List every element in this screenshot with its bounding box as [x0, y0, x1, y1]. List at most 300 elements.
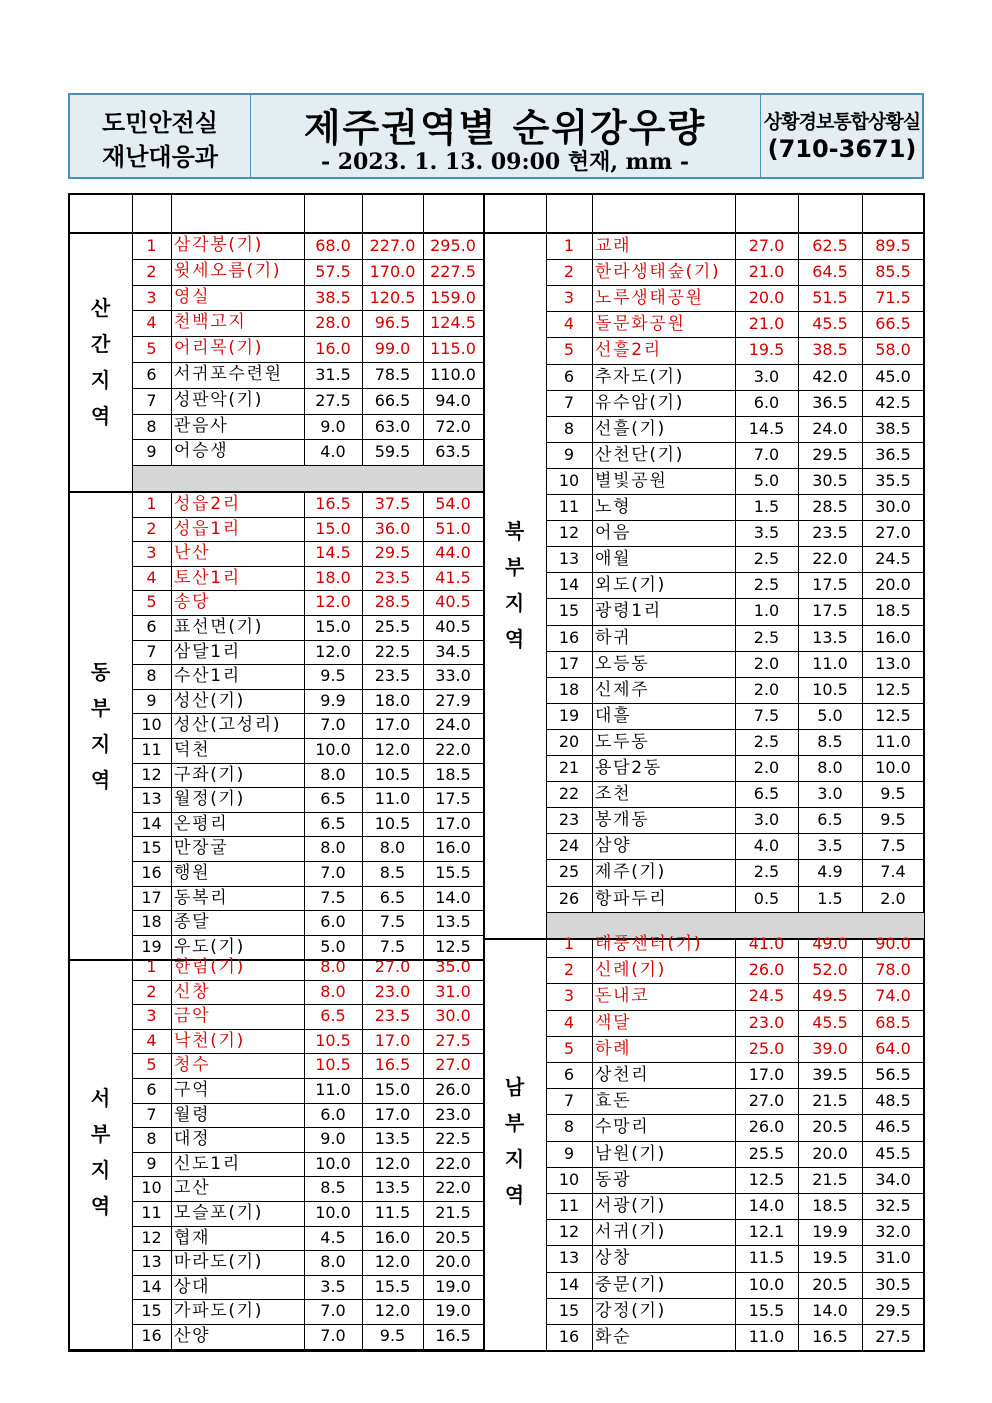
rain-day12: 10.0 [315, 1153, 351, 1173]
rain-day12: 16.5 [315, 494, 351, 513]
rain-total: 72.0 [435, 416, 471, 436]
station-rank: 15 [141, 838, 162, 858]
rain-total: 2.0 [880, 888, 906, 908]
rain-day13: 11.0 [812, 653, 848, 673]
rain-day13: 17.0 [374, 1030, 411, 1050]
rain-day13: 78.5 [374, 365, 411, 384]
station-rank: 15 [558, 1300, 580, 1320]
station-rank: 9 [146, 1153, 157, 1173]
rain-day13: 3.5 [817, 836, 843, 856]
rain-day13: 21.5 [812, 1169, 848, 1189]
rain-day13: 37.5 [374, 494, 411, 513]
rain-day12: 26.0 [748, 1117, 785, 1137]
station-rank: 25 [558, 862, 580, 882]
rain-day12: 4.5 [320, 1227, 346, 1247]
station-name: 성 산 ( 기 ) [174, 690, 244, 711]
rain-day13: 13.5 [374, 1129, 411, 1149]
station-rank: 1 [563, 236, 575, 255]
rain-day13: 20.5 [812, 1117, 848, 1137]
rain-total: 34.5 [435, 641, 471, 661]
column-divider [592, 195, 593, 1350]
rain-total: 13.0 [875, 653, 911, 673]
station-rank: 9 [146, 690, 157, 710]
station-name: 교 래 [595, 236, 630, 256]
rain-total: 68.5 [875, 1012, 911, 1032]
rain-day13: 12.0 [374, 1153, 411, 1173]
rain-day13: 39.0 [812, 1038, 848, 1058]
station-name: 가 파 도 ( 기 ) [174, 1301, 262, 1322]
rain-total: 35.0 [435, 957, 471, 976]
station-rank: 2 [563, 262, 575, 282]
station-name: 상 천 리 [595, 1065, 648, 1085]
station-name: 토 산 1 리 [174, 567, 240, 588]
station-name: 온 평 리 [174, 813, 227, 834]
station-rank: 7 [146, 641, 157, 661]
column-header [862, 195, 924, 232]
rain-day12: 7.0 [320, 863, 346, 882]
rain-day13: 62.5 [812, 236, 848, 255]
rain-day12: 27.0 [748, 1091, 785, 1111]
station-name: 월 정 ( 기 ) [174, 789, 244, 810]
station-name: 신 도 1 리 [174, 1153, 240, 1174]
station-name: 성 판 악 ( 기 ) [174, 389, 262, 410]
rain-day13: 10.5 [812, 679, 848, 699]
rain-total: 7.5 [880, 836, 906, 856]
column-header [735, 195, 798, 232]
region-label: 동 부 지 역 [90, 659, 111, 792]
station-name: 월 령 [174, 1104, 209, 1125]
rain-day12: 9.5 [320, 666, 346, 686]
rain-total: 56.5 [875, 1065, 911, 1084]
station-rank: 10 [558, 1169, 580, 1189]
org-line2: 재난대응과 [102, 143, 218, 171]
station-rank: 18 [558, 679, 580, 699]
region-label: 남 부 지 역 [504, 1074, 525, 1207]
rain-total: 16.0 [875, 627, 911, 647]
page-title: 제주권역별 순위강우량 [303, 106, 707, 150]
department-box [70, 95, 251, 177]
rain-total: 58.0 [875, 340, 911, 360]
row-divider [132, 1349, 483, 1350]
station-rank: 7 [563, 392, 575, 412]
station-rank: 26 [558, 888, 580, 908]
rain-day12: 16.0 [315, 339, 351, 359]
rain-day13: 12.0 [374, 1301, 411, 1321]
rain-day13: 59.5 [374, 442, 411, 462]
rain-total: 9.5 [880, 784, 906, 804]
rain-day13: 1.5 [817, 888, 843, 908]
phone-number: (710-3671) [767, 135, 917, 163]
rain-total: 227.5 [430, 261, 476, 281]
rain-day12: 3.0 [753, 810, 780, 830]
rain-day12: 25.5 [748, 1143, 785, 1163]
station-name: 오 등 동 [595, 653, 648, 674]
rain-total: 14.0 [435, 887, 471, 907]
rain-day13: 45.5 [812, 314, 848, 334]
station-name: 구 억 [174, 1080, 209, 1100]
station-name: 난 산 [174, 543, 209, 564]
rain-total: 18.5 [435, 764, 471, 784]
rain-day13: 10.5 [374, 764, 411, 784]
rain-day12: 15.5 [748, 1300, 785, 1320]
rain-total: 71.5 [875, 288, 911, 308]
station-rank: 5 [146, 1055, 157, 1075]
station-name: 효 돈 [595, 1091, 630, 1112]
station-name: 화 순 [595, 1327, 630, 1347]
rain-day12: 7.5 [320, 887, 346, 907]
rain-day12: 31.5 [315, 365, 351, 384]
rain-total: 41.5 [435, 567, 471, 587]
rain-day12: 6.5 [320, 813, 346, 833]
station-name: 상 창 [595, 1248, 630, 1269]
station-name: 고 산 [174, 1178, 209, 1199]
station-name: 표 선 면 ( 기 ) [174, 617, 262, 637]
station-rank: 11 [141, 1203, 162, 1222]
rain-day12: 57.5 [315, 261, 351, 281]
rain-day13: 9.5 [379, 1326, 406, 1345]
station-rank: 9 [146, 442, 157, 462]
station-name: 산 양 [174, 1326, 209, 1346]
rain-day13: 120.5 [369, 287, 416, 307]
rain-day12: 5.0 [320, 936, 346, 956]
rain-day13: 17.0 [374, 715, 411, 735]
rain-day13: 23.0 [374, 981, 411, 1001]
station-rank: 18 [141, 912, 162, 932]
rain-day13: 18.0 [374, 690, 411, 710]
rain-total: 22.0 [435, 1178, 471, 1198]
rain-day12: 1.5 [753, 497, 780, 516]
rain-day13: 42.0 [812, 366, 848, 386]
rain-day13: 49.0 [812, 934, 848, 953]
rain-day12: 0.5 [753, 888, 780, 908]
rain-total: 54.0 [435, 494, 471, 513]
station-rank: 12 [141, 764, 162, 784]
station-rank: 4 [563, 1012, 575, 1032]
station-name: 외 도 ( 기 ) [595, 575, 665, 596]
rain-total: 30.0 [875, 497, 911, 516]
station-rank: 3 [563, 288, 575, 308]
rain-total: 124.5 [430, 313, 476, 333]
rain-total: 22.5 [435, 1129, 471, 1149]
station-rank: 1 [146, 236, 157, 255]
rain-day13: 13.5 [374, 1178, 411, 1198]
station-rank: 3 [146, 543, 157, 563]
rain-day13: 19.5 [812, 1248, 848, 1268]
rain-total: 20.0 [435, 1252, 471, 1272]
rain-day12: 11.0 [315, 1080, 351, 1099]
station-name: 관 음 사 [174, 415, 227, 436]
rain-total: 17.0 [435, 813, 471, 833]
rain-day13: 15.0 [374, 1080, 411, 1099]
station-rank: 9 [563, 1143, 575, 1163]
rain-day13: 18.5 [812, 1196, 848, 1215]
column-header [304, 195, 362, 232]
rain-total: 20.0 [875, 575, 911, 595]
station-name: 윗 세 오 름 ( 기 ) [174, 260, 280, 281]
rain-day13: 28.5 [374, 592, 411, 612]
rain-total: 74.0 [875, 986, 911, 1006]
rain-day12: 68.0 [315, 236, 351, 255]
rain-total: 10.0 [875, 758, 911, 777]
station-name: 도 두 동 [595, 731, 648, 752]
rain-day12: 3.5 [753, 523, 780, 543]
station-name: 태 풍 센 터 ( 기 ) [595, 934, 701, 954]
rain-total: 17.5 [435, 789, 471, 809]
rain-total: 85.5 [875, 262, 911, 282]
column-header [483, 195, 546, 232]
rain-total: 15.5 [435, 863, 471, 882]
rain-day13: 22.5 [374, 641, 411, 661]
station-name: 선 흘 2 리 [595, 340, 661, 361]
station-rank: 10 [141, 1178, 162, 1198]
station-name: 청 수 [174, 1055, 209, 1076]
station-rank: 4 [563, 314, 575, 334]
station-rank: 17 [141, 887, 162, 907]
row-divider [546, 1350, 924, 1351]
station-name: 돌 문 화 공 원 [595, 314, 684, 335]
rain-total: 32.0 [875, 1222, 911, 1242]
rain-day13: 8.0 [379, 838, 406, 858]
rain-total: 36.5 [875, 444, 911, 464]
rain-day12: 7.0 [320, 1301, 346, 1321]
rain-day12: 6.0 [320, 1104, 346, 1124]
column-header [362, 195, 423, 232]
rain-day13: 20.0 [812, 1143, 848, 1163]
rain-total: 32.5 [875, 1196, 911, 1215]
station-name: 중 문 ( 기 ) [595, 1274, 665, 1295]
rain-day13: 12.0 [374, 1252, 411, 1272]
contact-box [760, 95, 923, 177]
station-name: 어 음 [595, 523, 630, 544]
station-name: 서 광 ( 기 ) [595, 1196, 665, 1216]
station-rank: 15 [141, 1301, 162, 1321]
rain-total: 18.5 [875, 601, 911, 621]
rain-day13: 45.5 [812, 1012, 848, 1032]
rain-day12: 7.0 [320, 715, 346, 735]
rain-total: 27.0 [435, 1055, 471, 1075]
rain-day13: 99.0 [374, 339, 411, 359]
rain-day12: 10.5 [315, 1030, 351, 1050]
station-rank: 4 [146, 313, 157, 333]
station-rank: 8 [563, 418, 575, 438]
rain-day13: 13.5 [812, 627, 848, 647]
station-rank: 2 [146, 981, 157, 1001]
station-name: 종 달 [174, 912, 209, 933]
station-rank: 3 [146, 287, 157, 307]
station-name: 유 수 암 ( 기 ) [595, 392, 683, 413]
rain-day12: 3.0 [753, 366, 780, 386]
rain-day12: 4.0 [320, 442, 346, 462]
rain-day12: 10.0 [748, 1274, 785, 1294]
rain-day12: 11.0 [748, 1327, 785, 1346]
station-name: 신 제 주 [595, 679, 648, 700]
station-rank: 6 [563, 366, 575, 386]
rain-day12: 8.0 [320, 838, 346, 858]
column-header [546, 195, 592, 232]
rain-total: 21.5 [435, 1203, 471, 1222]
station-name: 조 천 [595, 784, 630, 805]
station-rank: 12 [141, 1227, 162, 1247]
rain-day13: 227.0 [369, 236, 416, 255]
station-rank: 12 [558, 1222, 580, 1242]
station-name: 동 복 리 [174, 887, 227, 908]
station-rank: 5 [146, 339, 157, 359]
rain-day12: 9.0 [320, 1129, 346, 1149]
station-rank: 8 [146, 1129, 157, 1149]
rain-total: 66.5 [875, 314, 911, 334]
rain-total: 90.0 [875, 934, 911, 953]
column-header [798, 195, 862, 232]
rain-day13: 8.5 [379, 863, 406, 882]
rain-day12: 21.0 [748, 314, 785, 334]
station-name: 광 령 1 리 [595, 601, 661, 622]
station-rank: 1 [146, 957, 157, 976]
station-rank: 5 [563, 340, 575, 360]
rain-total: 27.5 [435, 1030, 471, 1050]
rain-day13: 49.5 [812, 986, 848, 1006]
rain-day13: 64.5 [812, 262, 848, 282]
station-name: 선 흘 ( 기 ) [595, 418, 665, 439]
rain-day13: 8.0 [817, 758, 843, 777]
rain-total: 27.9 [435, 690, 471, 710]
station-name: 삼 각 봉 ( 기 ) [174, 235, 262, 255]
station-name: 상 대 [174, 1276, 209, 1297]
rain-day13: 16.5 [812, 1327, 848, 1346]
rain-day13: 17.5 [812, 601, 848, 621]
station-rank: 21 [558, 758, 580, 777]
rain-day13: 16.0 [374, 1227, 411, 1247]
rain-total: 48.5 [875, 1091, 911, 1111]
station-name: 성 읍 1 리 [174, 518, 240, 539]
station-rank: 7 [146, 390, 157, 410]
rain-total: 38.5 [875, 418, 911, 438]
rain-day12: 7.0 [753, 444, 780, 464]
rain-day12: 12.5 [748, 1169, 785, 1189]
region-label: 산 간 지 역 [90, 296, 111, 428]
station-name: 추 자 도 ( 기 ) [595, 366, 683, 387]
rain-total: 40.5 [435, 617, 471, 636]
rain-total: 12.5 [875, 705, 911, 725]
rain-total: 20.5 [435, 1227, 471, 1247]
station-name: 대 정 [174, 1129, 209, 1150]
station-rank: 10 [558, 470, 580, 490]
rain-total: 295.0 [430, 236, 476, 255]
station-rank: 9 [563, 444, 575, 464]
rain-day12: 6.0 [753, 392, 780, 412]
rain-day13: 11.0 [374, 789, 411, 809]
station-name: 강 정 ( 기 ) [595, 1300, 665, 1321]
rain-total: 159.0 [430, 287, 476, 307]
rain-day13: 15.5 [374, 1276, 411, 1296]
station-rank: 11 [141, 740, 162, 759]
rain-day13: 5.0 [817, 705, 843, 725]
rain-day13: 17.5 [812, 575, 848, 595]
rain-day12: 7.5 [753, 705, 780, 725]
rain-day13: 52.0 [812, 960, 848, 980]
station-name: 모 슬 포 ( 기 ) [174, 1203, 262, 1223]
rain-day12: 6.5 [320, 789, 346, 809]
rain-day13: 4.9 [817, 862, 843, 882]
rain-day13: 30.5 [812, 470, 848, 490]
station-rank: 6 [146, 365, 157, 384]
rain-day12: 2.5 [753, 549, 780, 569]
rain-day13: 17.0 [374, 1104, 411, 1124]
rain-day13: 29.5 [812, 444, 848, 464]
rain-total: 34.0 [875, 1169, 911, 1189]
station-name: 덕 천 [174, 740, 209, 760]
station-name: 천 백 고 지 [174, 312, 245, 333]
rain-day12: 14.5 [315, 543, 351, 563]
station-rank: 7 [146, 1104, 157, 1124]
station-name: 색 달 [595, 1012, 630, 1033]
station-name: 한 라 생 태 숲 ( 기 ) [595, 262, 719, 283]
column-header [171, 195, 304, 232]
station-name: 한 림 ( 기 ) [174, 957, 244, 977]
rain-day13: 51.5 [812, 288, 848, 308]
station-rank: 24 [558, 836, 580, 856]
station-rank: 6 [563, 1065, 575, 1084]
station-name: 수 산 1 리 [174, 666, 240, 687]
rain-day12: 8.0 [320, 764, 346, 784]
rain-day13: 96.5 [374, 313, 411, 333]
rain-day13: 39.5 [812, 1065, 848, 1084]
column-header [132, 195, 171, 232]
station-rank: 6 [146, 1080, 157, 1099]
rain-day12: 4.0 [753, 836, 780, 856]
rain-total: 27.0 [875, 523, 911, 543]
rain-day12: 24.5 [748, 986, 785, 1006]
rain-day13: 19.9 [812, 1222, 848, 1242]
rain-day12: 27.0 [748, 236, 785, 255]
rain-total: 30.0 [435, 1006, 471, 1026]
rain-day12: 6.5 [320, 1006, 346, 1026]
rain-day12: 10.0 [315, 740, 351, 759]
rain-day12: 8.5 [320, 1178, 346, 1198]
rain-day13: 36.0 [374, 518, 411, 538]
station-name: 애 월 [595, 549, 630, 570]
rain-day12: 10.5 [315, 1055, 351, 1075]
station-name: 삼 양 [595, 836, 630, 857]
rain-total: 45.5 [875, 1143, 911, 1163]
rain-day13: 23.5 [374, 666, 411, 686]
rain-total: 63.5 [435, 442, 471, 462]
station-rank: 14 [558, 575, 580, 595]
station-rank: 23 [558, 810, 580, 830]
rain-day12: 12.0 [315, 641, 351, 661]
station-name: 성 읍 2 리 [174, 494, 240, 514]
rain-day13: 38.5 [812, 340, 848, 360]
rain-day13: 7.5 [379, 912, 406, 932]
rain-day13: 10.5 [374, 813, 411, 833]
rain-day12: 1.0 [753, 601, 780, 621]
station-name: 삼 달 1 리 [174, 641, 240, 662]
station-rank: 8 [146, 416, 157, 436]
column-header [423, 195, 483, 232]
rain-day12: 17.0 [748, 1065, 785, 1084]
region-label: 북 부 지 역 [504, 519, 525, 652]
station-name: 제 주 ( 기 ) [595, 862, 665, 883]
rain-total: 45.0 [875, 366, 911, 386]
rain-day12: 2.5 [753, 575, 780, 595]
station-rank: 16 [141, 1326, 162, 1345]
station-name: 낙 천 ( 기 ) [174, 1030, 244, 1051]
station-rank: 1 [146, 494, 157, 513]
rain-day12: 2.5 [753, 862, 780, 882]
rain-total: 40.5 [435, 592, 471, 612]
rain-day13: 12.0 [374, 740, 411, 759]
station-rank: 13 [558, 549, 580, 569]
rain-day13: 25.5 [374, 617, 411, 636]
